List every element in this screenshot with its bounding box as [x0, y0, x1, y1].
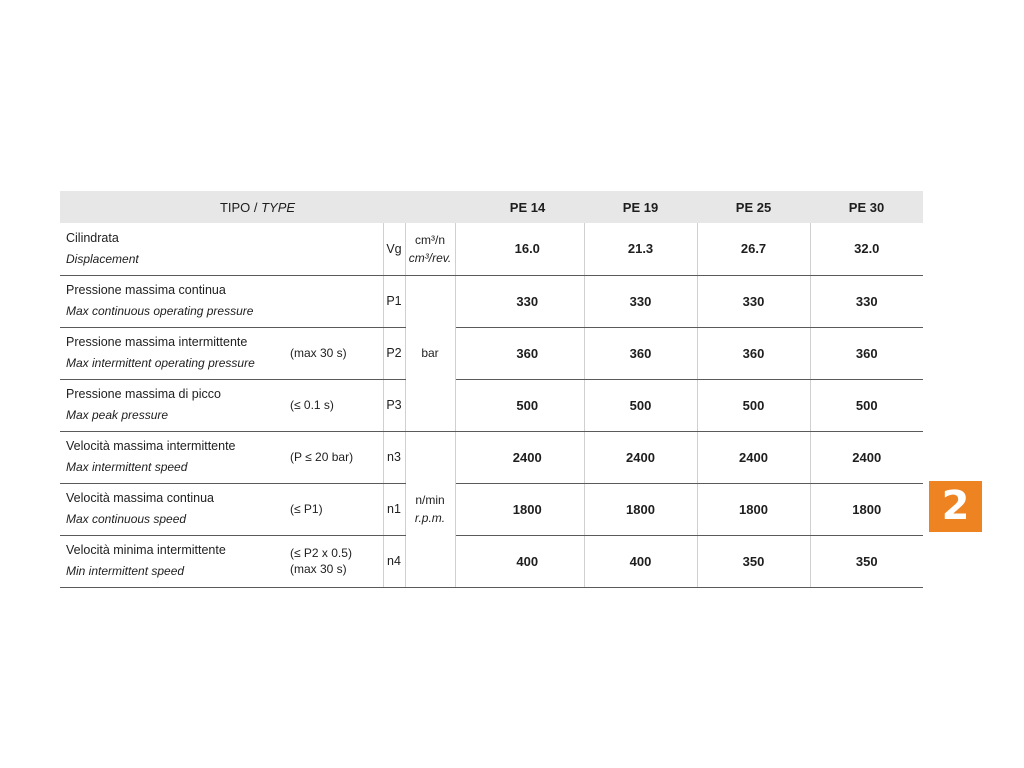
- table-row-displacement: [60, 223, 923, 275]
- unit-line-2: cm³/rev.: [408, 250, 452, 265]
- gap-cell: [455, 535, 471, 587]
- row-label-it: Cilindrata: [66, 230, 119, 245]
- value-cell: 330: [697, 275, 810, 327]
- row-label-it: Velocità massima continua: [66, 491, 214, 505]
- row-condition: (≤ 0.1 s): [290, 379, 383, 431]
- type-header: [60, 191, 455, 223]
- value-cell: 32.0: [810, 223, 923, 275]
- table-row-max-continuous-speed: [60, 483, 923, 535]
- header-gap: [455, 191, 471, 223]
- value-cell: 2400: [471, 431, 584, 483]
- row-symbol: Vg: [383, 223, 405, 275]
- value-cell: 21.3: [584, 223, 697, 275]
- row-description: [60, 431, 290, 483]
- value-cell: 1800: [584, 483, 697, 535]
- row-symbol: P2: [383, 327, 405, 379]
- gap-cell: [455, 275, 471, 327]
- value-cell: 400: [471, 535, 584, 587]
- row-condition: (≤ P1): [290, 483, 383, 535]
- row-description: [60, 379, 290, 431]
- row-condition: (P ≤ 20 bar): [290, 431, 383, 483]
- row-symbol: n3: [383, 431, 405, 483]
- unit-line-2: r.p.m.: [414, 511, 446, 525]
- section-number-tab: 2: [929, 481, 982, 532]
- specifications-table: [60, 191, 923, 588]
- table-row-continuous-pressure: [60, 275, 923, 327]
- row-description: [60, 223, 383, 275]
- table-row-max-intermittent-speed: [60, 431, 923, 483]
- row-description: [60, 535, 290, 587]
- value-cell: 2400: [697, 431, 810, 483]
- gap-cell: [455, 223, 471, 275]
- unit-speed: [405, 431, 455, 587]
- value-cell: 350: [810, 535, 923, 587]
- row-condition: [290, 535, 383, 587]
- unit-pressure: bar: [405, 275, 455, 431]
- value-cell: 500: [584, 379, 697, 431]
- gap-cell: [455, 431, 471, 483]
- value-cell: 360: [584, 327, 697, 379]
- value-cell: 330: [810, 275, 923, 327]
- row-label-it: Velocità minima intermittente: [66, 543, 226, 557]
- table-row-peak-pressure: [60, 379, 923, 431]
- value-cell: 400: [584, 535, 697, 587]
- row-label-it: Pressione massima intermittente: [66, 335, 248, 349]
- table-header-row: [60, 191, 923, 223]
- value-cell: 350: [697, 535, 810, 587]
- value-cell: 1800: [697, 483, 810, 535]
- value-cell: 16.0: [471, 223, 584, 275]
- model-header-pe30: PE 30: [848, 199, 885, 215]
- unit-line-1: cm³/n: [415, 232, 445, 247]
- row-description: [60, 327, 290, 379]
- value-cell: 1800: [810, 483, 923, 535]
- row-label-en: Max peak pressure: [66, 408, 169, 422]
- value-cell: 360: [697, 327, 810, 379]
- value-cell: 2400: [810, 431, 923, 483]
- row-label-it: Velocità massima intermittente: [66, 439, 236, 453]
- value-cell: 2400: [584, 431, 697, 483]
- row-label-en: Max intermittent operating pressure: [66, 356, 255, 370]
- row-label-en: Max continuous operating pressure: [66, 304, 254, 318]
- value-cell: 500: [697, 379, 810, 431]
- model-header-pe14: PE 14: [509, 199, 546, 215]
- type-label-en: TYPE: [261, 199, 296, 215]
- value-cell: 360: [810, 327, 923, 379]
- row-symbol: P1: [383, 275, 405, 327]
- value-cell: 360: [471, 327, 584, 379]
- model-header-pe19: PE 19: [622, 199, 659, 215]
- row-symbol: n1: [383, 483, 405, 535]
- value-cell: 1800: [471, 483, 584, 535]
- row-description: [60, 275, 383, 327]
- gap-cell: [455, 327, 471, 379]
- row-label-en: Max continuous speed: [66, 512, 187, 526]
- value-cell: 330: [471, 275, 584, 327]
- row-symbol: P3: [383, 379, 405, 431]
- value-cell: 500: [471, 379, 584, 431]
- row-label-en: Min intermittent speed: [66, 564, 185, 578]
- table-row-intermittent-pressure: [60, 327, 923, 379]
- row-symbol: n4: [383, 535, 405, 587]
- row-label-en: Displacement: [66, 251, 139, 266]
- row-condition: (max 30 s): [290, 327, 383, 379]
- row-label-it: Pressione massima di picco: [66, 387, 221, 401]
- type-label-it: TIPO /: [219, 199, 262, 215]
- unit-displacement: [405, 223, 455, 275]
- value-cell: 330: [584, 275, 697, 327]
- condition-line-2: (max 30 s): [290, 562, 347, 576]
- gap-cell: [455, 379, 471, 431]
- unit-line-1: n/min: [415, 493, 445, 507]
- row-description: [60, 483, 290, 535]
- value-cell: 26.7: [697, 223, 810, 275]
- condition-line-1: (≤ P2 x 0.5): [290, 546, 352, 560]
- row-label-it: Pressione massima continua: [66, 283, 226, 297]
- table-row-min-intermittent-speed: [60, 535, 923, 587]
- row-label-en: Max intermittent speed: [66, 460, 188, 474]
- gap-cell: [455, 483, 471, 535]
- value-cell: 500: [810, 379, 923, 431]
- model-header-pe25: PE 25: [735, 199, 772, 215]
